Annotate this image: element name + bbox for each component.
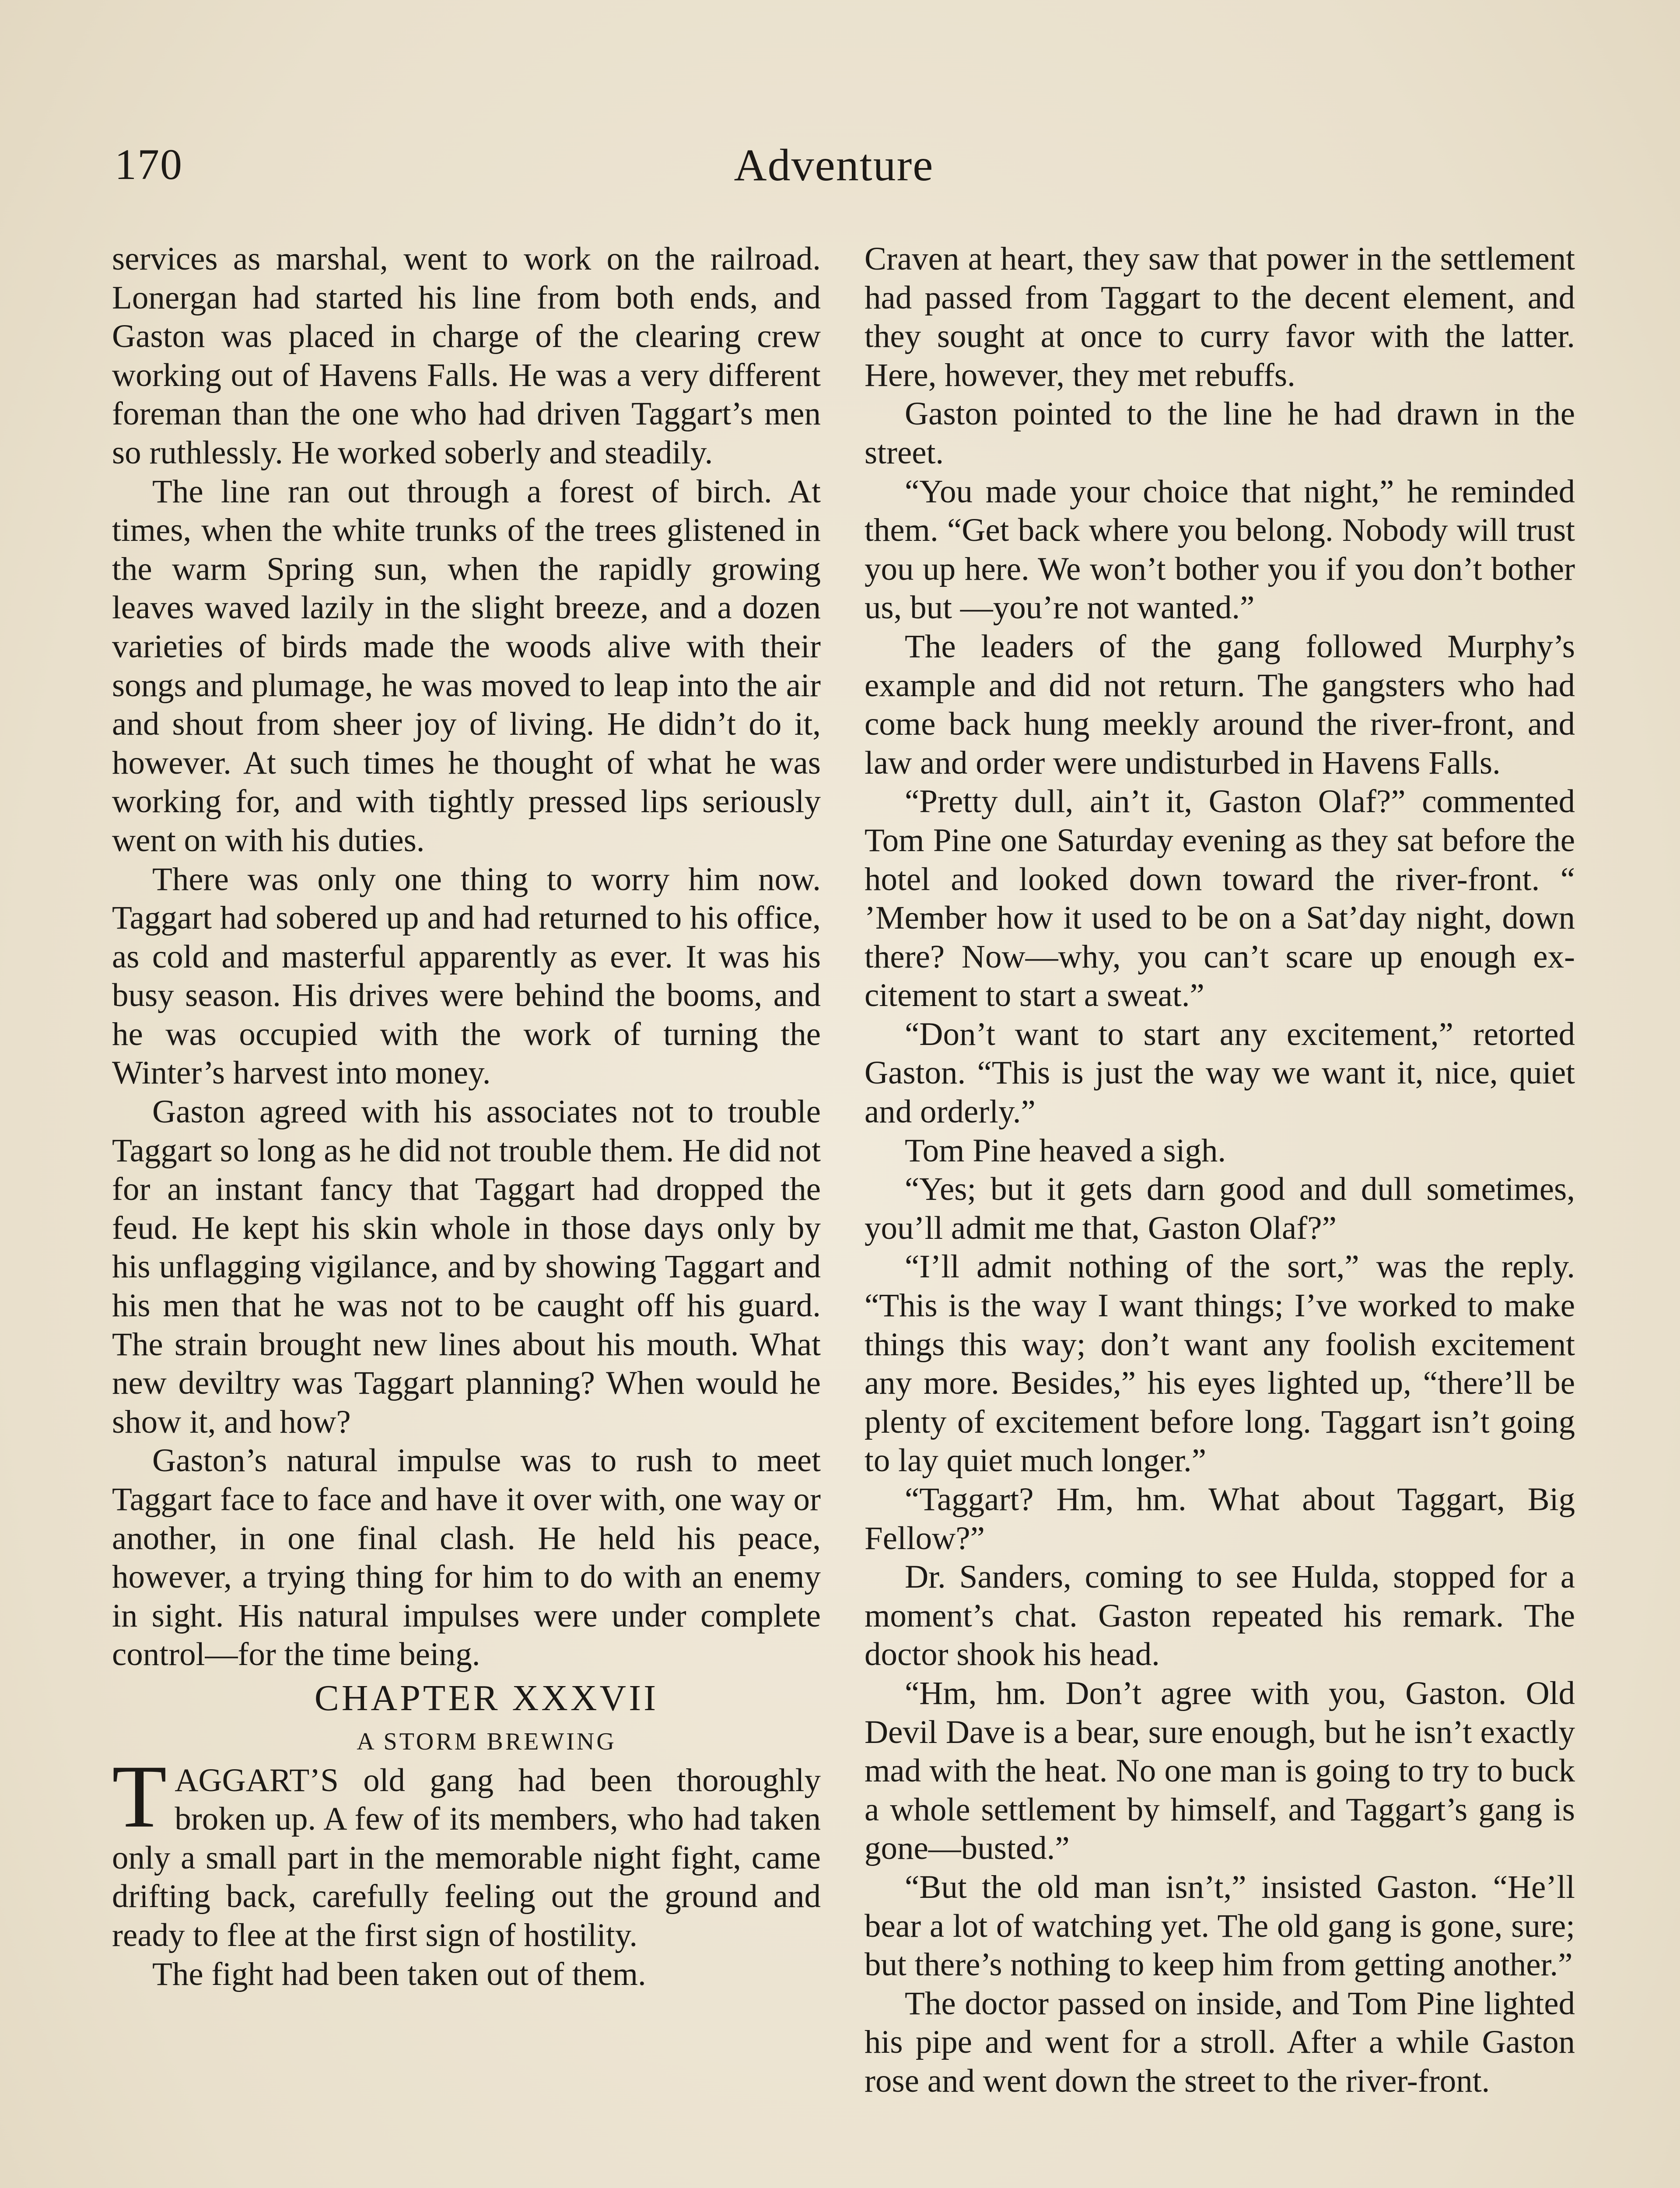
- page-number: 170: [115, 140, 183, 189]
- paragraph: “I’ll admit nothing of the sort,” was the reply. “This is the way I want things; I’ve worked to make things this way; don’t want any foolish excitement any more. Besides,” his eyes lighted up, “there’ll be plenty of excitement before long. Taggart isn’t going to lay quiet much longer.”: [864, 1248, 1575, 1479]
- page-header: [115, 139, 1553, 200]
- running-title: Adventure: [734, 140, 934, 190]
- paragraph: “Yes; but it gets darn good and dull sometimes, you’ll admit me that, Gaston Olaf?”: [864, 1171, 1575, 1246]
- right-column: [864, 240, 1575, 2101]
- drop-cap: T: [112, 1746, 167, 1846]
- chapter-opening-paragraph: [112, 1746, 821, 1955]
- paragraph: Gaston’s natural impulse was to rush to meet Taggart face to face and have it over with, one way or another, in one final clash. He held his peace, however, a trying thing for him to do with an enemy in sight. His natural impulses were under complete control—for the time being.: [112, 1442, 821, 1673]
- paragraph: “You made your choice that night,” he reminded them. “Get back where you belong. Nobody will trust you up here. We won’t bother you if you don’t bother us, but —you’re not wanted.”: [864, 473, 1575, 626]
- paragraph: There was only one thing to worry him now. Taggart had sobered up and had returned to his office, as cold and masterful apparently as ever. It was his busy season. His drives were behind the booms, and he was occupied with the work of turning the Winter’s harvest into money.: [112, 861, 821, 1091]
- paragraph: Tom Pine heaved a sigh.: [905, 1132, 1226, 1169]
- paragraph: “But the old man isn’t,” insisted Gaston. “He’ll bear a lot of watching yet. The old gang is gone, sure; but there’s nothing to keep him from getting another.”: [864, 1869, 1575, 1983]
- left-column: [112, 240, 821, 1994]
- chapter-subtitle: A STORM BREWING: [357, 1728, 616, 1755]
- paragraph: The leaders of the gang followed Murphy’s example and did not return. The gangsters who had come back hung meekly around the river-front, and law and order were undisturbed in Havens Falls.: [864, 628, 1575, 781]
- paragraph: The doctor passed on inside, and Tom Pine lighted his pipe and went for a stroll. After a while Gaston rose and went down the street to the river-front.: [864, 1985, 1575, 2099]
- paragraph: “Taggart? Hm, hm. What about Taggart, Big Fellow?”: [864, 1481, 1575, 1557]
- paragraph: The line ran out through a forest of birch. At times, when the white trunks of the trees glistened in the warm Spring sun, when the rapidly growing leaves waved lazily in the slight breeze, and a dozen varieties of birds made the woods alive with their songs and plumage, he was moved to leap into the air and shout from sheer joy of living. He didn’t do it, however. At such times he thought of what he was working for, and with tightly pressed lips seriously went on with his duties.: [112, 473, 821, 859]
- chapter-heading: CHAPTER XXXVII: [314, 1677, 659, 1718]
- paragraph: “Pretty dull, ain’t it, Gaston Olaf?” commented Tom Pine one Saturday evening as they sat before the hotel and looked down toward the river-front. “ ’Member how it used to be on a Sat’day night, down there? Now—why, you can’t scare up enough excitement to start a sweat.”: [864, 783, 1575, 1014]
- paragraph: Craven at heart, they saw that power in the settlement had passed from Taggart to the decent element, and they sought at once to curry favor with the latter. Here, however, they met rebuffs.: [864, 241, 1575, 393]
- paragraph: Gaston pointed to the line he had drawn in the street.: [864, 396, 1575, 471]
- paragraph: The fight had been taken out of them.: [152, 1956, 646, 1992]
- paragraph: “Don’t want to start any excitement,” retorted Gaston. “This is just the way we want it, nice, quiet and orderly.”: [864, 1016, 1575, 1130]
- paragraph: services as marshal, went to work on the railroad. Lonergan had started his line from both ends, and Gaston was placed in charge of the clearing crew working out of Havens Falls. He was a very different foreman than the one who had driven Taggart’s men so ruthlessly. He worked soberly and steadily.: [112, 241, 821, 471]
- paragraph: Dr. Sanders, coming to see Hulda, stopped for a moment’s chat. Gaston repeated his remark. The doctor shook his head.: [864, 1559, 1575, 1673]
- paragraph: “Hm, hm. Don’t agree with you, Gaston. Old Devil Dave is a bear, sure enough, but he isn’t exactly mad with the heat. No one man is going to try to buck a whole settlement by himself, and Taggart’s gang is gone—busted.”: [864, 1675, 1575, 1867]
- paragraph: Gaston agreed with his associates not to trouble Taggart so long as he did not trouble them. He did not for an instant fancy that Taggart had dropped the feud. He kept his skin whole in those days only by his unflagging vigilance, and by showing Taggart and his men that he was not to be caught off his guard. The strain brought new lines about his mouth. What new deviltry was Taggart planning? When would he show it, and how?: [112, 1094, 821, 1440]
- chapter-opening-text: AGGART’S old gang had been thoroughly broken up. A few of its members, who had taken only a small part in the memorable night fight, came drifting back, carefully feeling out the ground and ready to flee at the first sign of hostility.: [112, 1762, 821, 1953]
